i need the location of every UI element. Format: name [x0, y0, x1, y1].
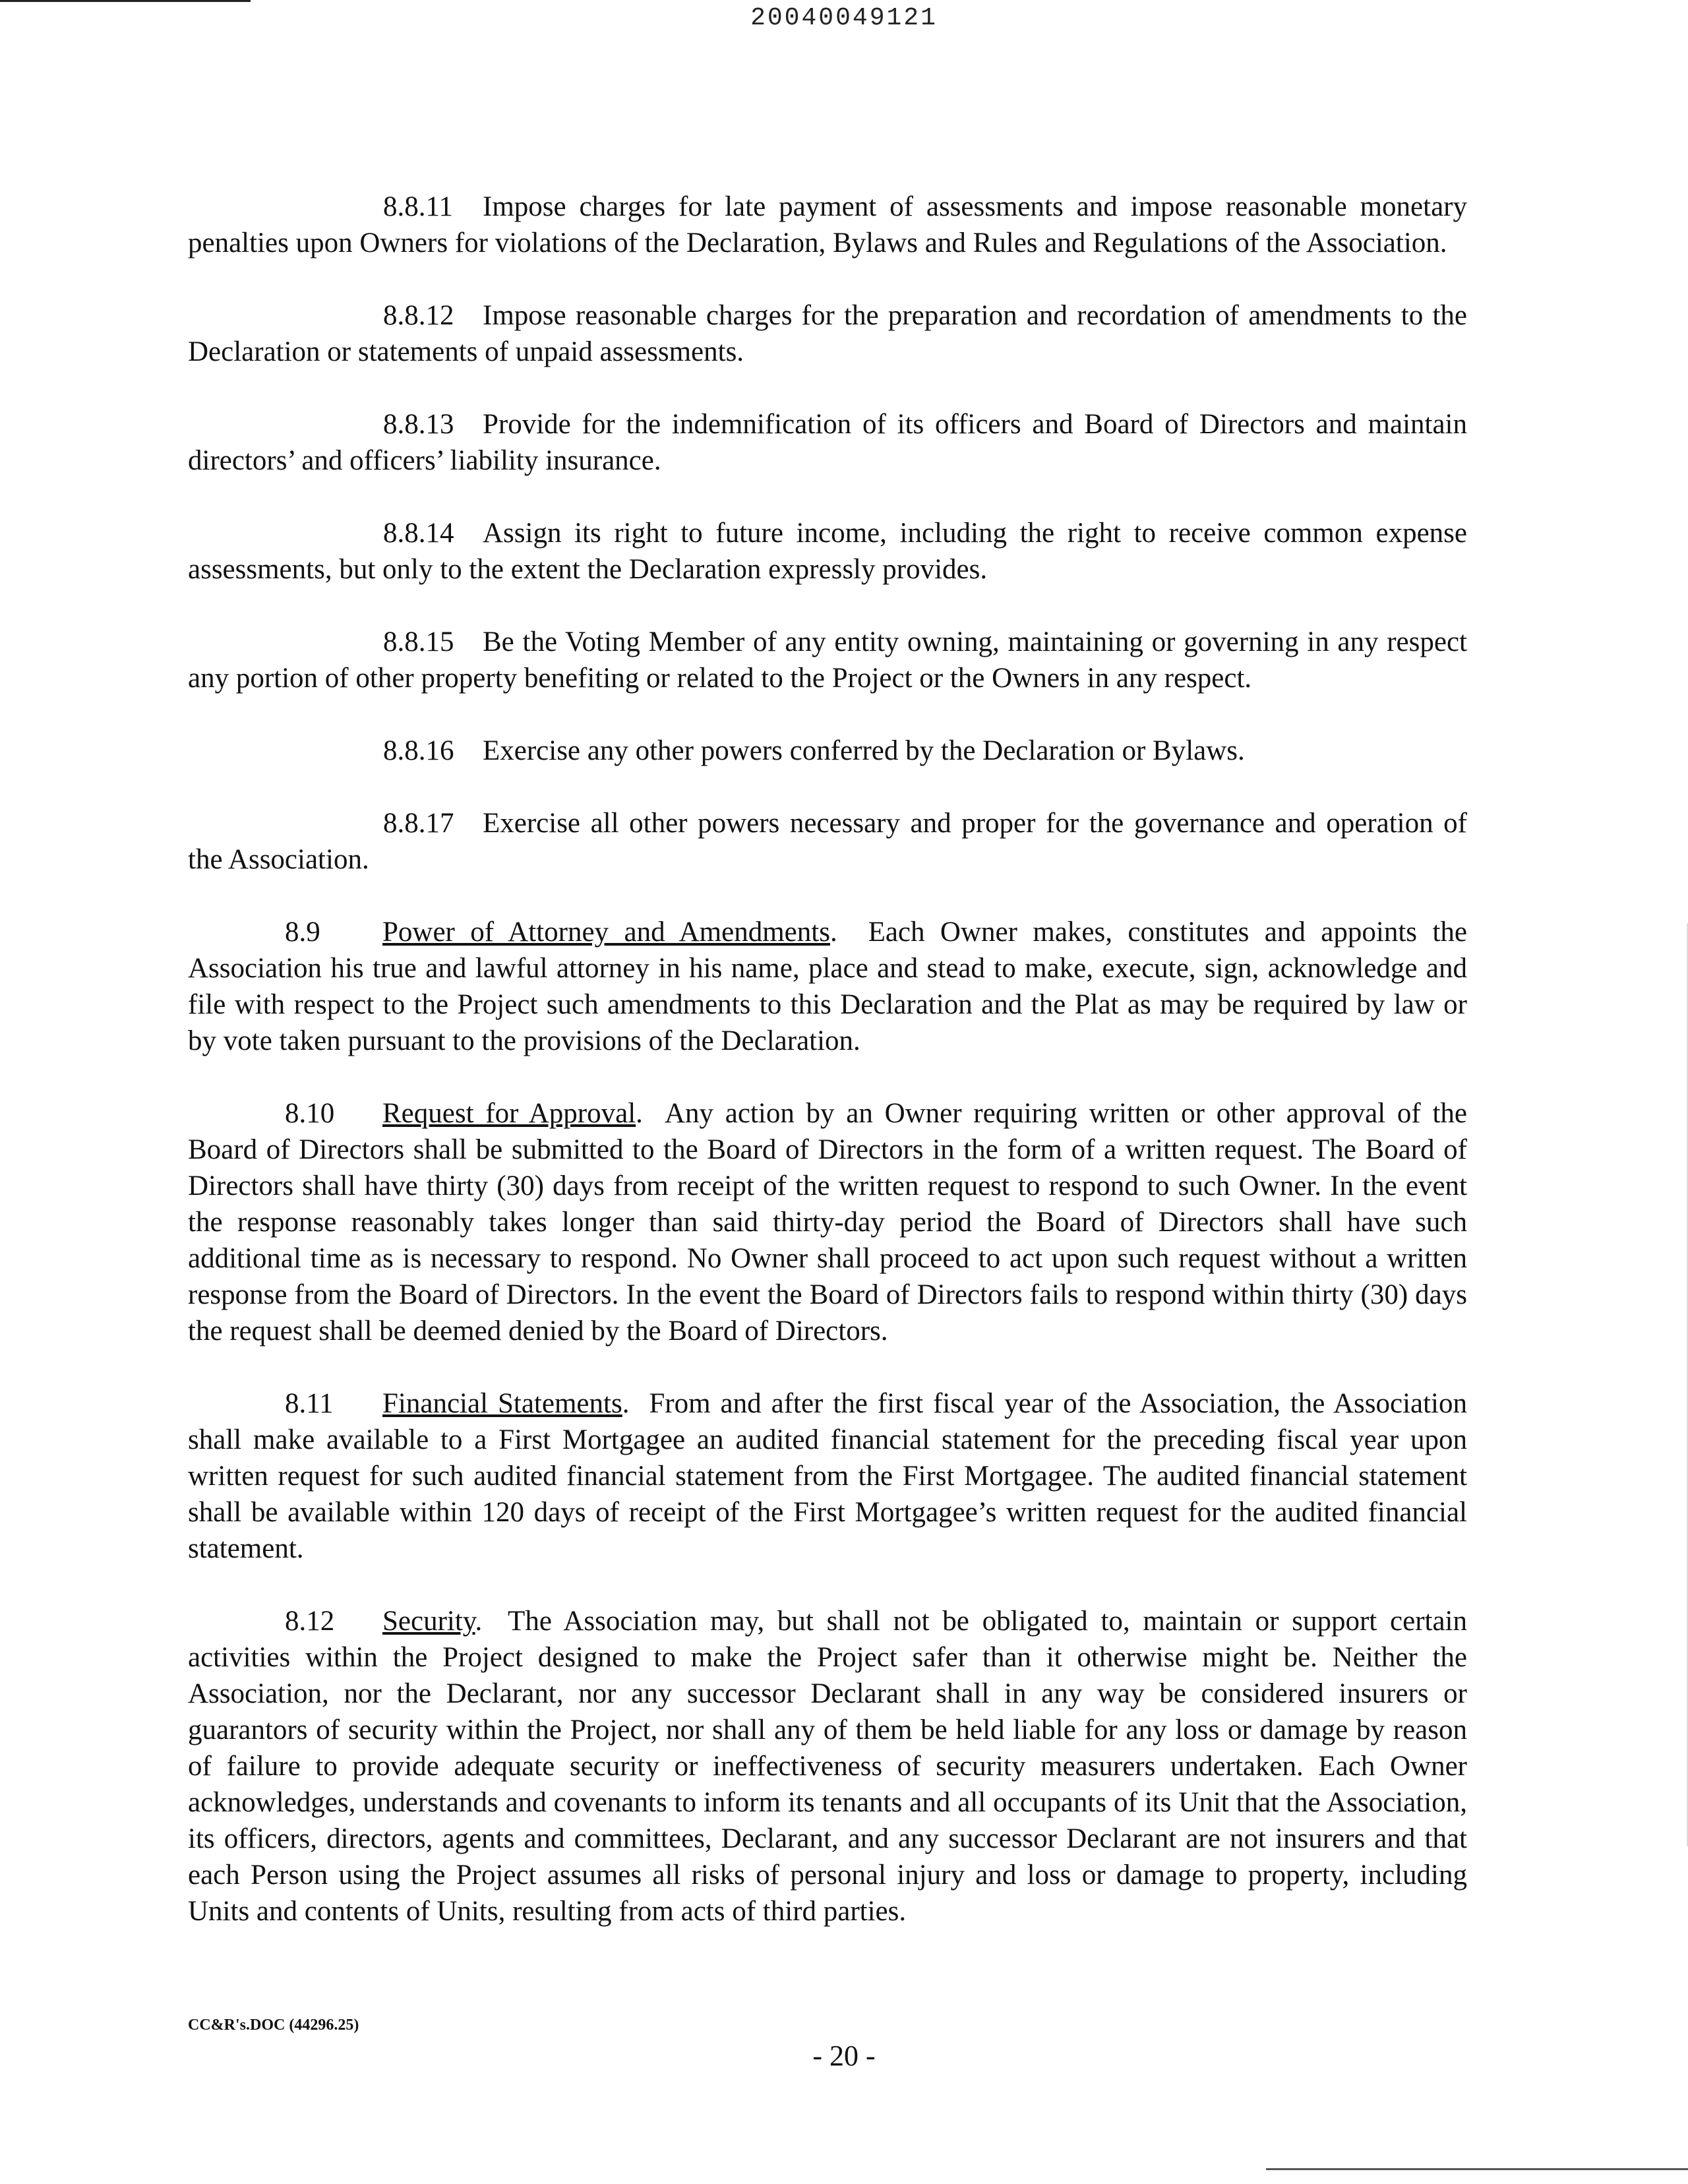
subsection-text: Provide for the indemnification of its officers and Board of Directors and maintain directors’ and officers’ liability insurance.	[188, 409, 1467, 476]
subsection-8-8-17	[188, 805, 1467, 878]
subsection-8-8-11	[188, 189, 1467, 261]
file-reference: CC&R's.DOC (44296.25)	[188, 2017, 359, 2034]
document-body	[188, 189, 1467, 1929]
section-8-9: 8.9 Power of Attorney and Amendments. Each Owner makes, constitutes and appoints the Association his true and lawful attorney in his name, place and stead to make, execute, sign, acknowledge and file with respect to the Project such amendments to this Declaration and the Plat as may be required by law or by vote taken pursuant to the provisions of the Declaration.	[188, 914, 1467, 1059]
section-8-10: 8.10 Request for Approval. Any action by an Owner requiring written or other approval of the Board of Directors shall be submitted to the Board of Directors in the form of a written request. The Board of Directors shall have thirty (30) days from receipt of the written request to respond to such Owner. In the event the response reasonably takes longer than said thirty-day period the Board of Directors shall have such additional time as is necessary to respond. No Owner shall proceed to act upon such request without a written response from the Board of Directors. In the event the Board of Directors fails to respond within thirty (30) days the request shall be deemed denied by the Board of Directors.	[188, 1095, 1467, 1349]
section-number: 8.10	[285, 1098, 335, 1129]
page-number: - 20 -	[812, 2040, 876, 2072]
subsection-8-8-13	[188, 406, 1467, 479]
document-number: 20040049121	[750, 4, 938, 32]
subsection-text: Impose charges for late payment of assessments and impose reasonable monetary penalties upon Owners for violations of the Declaration, Bylaws and Rules and Regulations of the Association.	[188, 191, 1467, 258]
subsection-number: 8.8.13	[383, 409, 454, 440]
section-number: 8.9	[285, 917, 320, 948]
scan-edge-mark	[0, 0, 251, 2]
section-heading: Request for Approval	[382, 1098, 636, 1129]
subsection-number: 8.8.16	[383, 735, 454, 766]
section-number: 8.11	[285, 1388, 334, 1419]
subsection-8-8-16	[188, 733, 1467, 769]
section-text: Any action by an Owner requiring written or other approval of the Board of Directors shall be submitted to the Board of Directors in the form of a written request. The Board of Directors shall have thirty (30) days from receipt of the written request to respond to such Owner. In the event the response reasonably takes longer than said thirty-day period the Board of Directors shall have such additional time as is necessary to respond. No Owner shall proceed to act upon such request without a written response from the Board of Directors. In the event the Board of Directors fails to respond within thirty (30) days the request shall be deemed denied by the Board of Directors.	[188, 1098, 1468, 1347]
subsection-number: 8.8.11	[383, 191, 453, 222]
section-8-12: 8.12 Security. The Association may, but shall not be obligated to, maintain or support certain activities within the Project designed to make the Project safer than it otherwise might be. Neither the Association, nor the Declarant, nor any successor Declarant shall in any way be considered insurers or guarantors of security within the Project, nor shall any of them be held liable for any loss or damage by reason of failure to provide adequate security or ineffectiveness of security measurers undertaken. Each Owner acknowledges, understands and covenants to inform its tenants and all occupants of its Unit that the Association, its officers, directors, agents and committees, Declarant, and any successor Declarant are not insurers and that each Person using the Project assumes all risks of personal injury and loss or damage to property, including Units and contents of Units, resulting from acts of third parties.	[188, 1603, 1467, 1929]
subsection-8-8-14	[188, 515, 1467, 588]
subsection-text: Be the Voting Member of any entity owning, maintaining or governing in any respect any portion of other property benefiting or related to the Project or the Owners in any respect.	[188, 626, 1467, 694]
subsection-text: Exercise all other powers necessary and proper for the governance and operation of the Association.	[188, 808, 1467, 875]
section-heading: Security	[382, 1606, 475, 1637]
section-text: From and after the first fiscal year of the Association, the Association shall make available to a First Mortgagee an audited financial statement for the preceding fiscal year upon written request for such audited financial statement from the First Mortgagee. The audited financial statement shall be available within 120 days of receipt of the First Mortgagee’s written request for the audited financial statement.	[188, 1388, 1468, 1564]
section-text: Each Owner makes, constitutes and appoints the Association his true and lawful attorney in his name, place and stead to make, execute, sign, acknowledge and file with respect to the Project such amendments to this Declaration and the Plat as may be required by law or by vote taken pursuant to the provisions of the Declaration.	[188, 917, 1467, 1056]
subsection-text: Assign its right to future income, including the right to receive common expense assessments, but only to the extent the Declaration expressly provides.	[188, 518, 1467, 585]
subsection-8-8-15	[188, 624, 1467, 696]
section-number: 8.12	[285, 1606, 335, 1637]
subsection-number: 8.8.15	[383, 626, 454, 657]
section-heading: Power of Attorney and Amendments	[382, 917, 830, 948]
section-text: The Association may, but shall not be obligated to, maintain or support certain activities within the Project designed to make the Project safer than it otherwise might be. Neither the Association, nor the Declarant, nor any successor Declarant shall in any way be considered insurers or guarantors of security within the Project, nor shall any of them be held liable for any loss or damage by reason of failure to provide adequate security or ineffectiveness of security measurers undertaken. Each Owner acknowledges, understands and covenants to inform its tenants and all occupants of its Unit that the Association, its officers, directors, agents and committees, Declarant, and any successor Declarant are not insurers and that each Person using the Project assumes all risks of personal injury and loss or damage to property, including Units and contents of Units, resulting from acts of third parties.	[188, 1606, 1467, 1927]
subsection-number: 8.8.17	[383, 808, 454, 839]
section-8-11: 8.11 Financial Statements. From and after the first fiscal year of the Association, the Association shall make available to a First Mortgagee an audited financial statement for the preceding fiscal year upon written request for such audited financial statement from the First Mortgagee. The audited financial statement shall be available within 120 days of receipt of the First Mortgagee’s written request for the audited financial statement.	[188, 1385, 1467, 1567]
subsection-number: 8.8.12	[383, 300, 454, 331]
subsection-text: Impose reasonable charges for the preparation and recordation of amendments to the Declaration or statements of unpaid assessments.	[188, 300, 1467, 367]
subsection-text: Exercise any other powers conferred by the Declaration or Bylaws.	[483, 735, 1245, 766]
scan-edge-mark-bottom	[1266, 2168, 1688, 2170]
section-heading: Financial Statements	[382, 1388, 622, 1419]
subsection-8-8-12	[188, 297, 1467, 370]
subsection-number: 8.8.14	[383, 518, 454, 549]
